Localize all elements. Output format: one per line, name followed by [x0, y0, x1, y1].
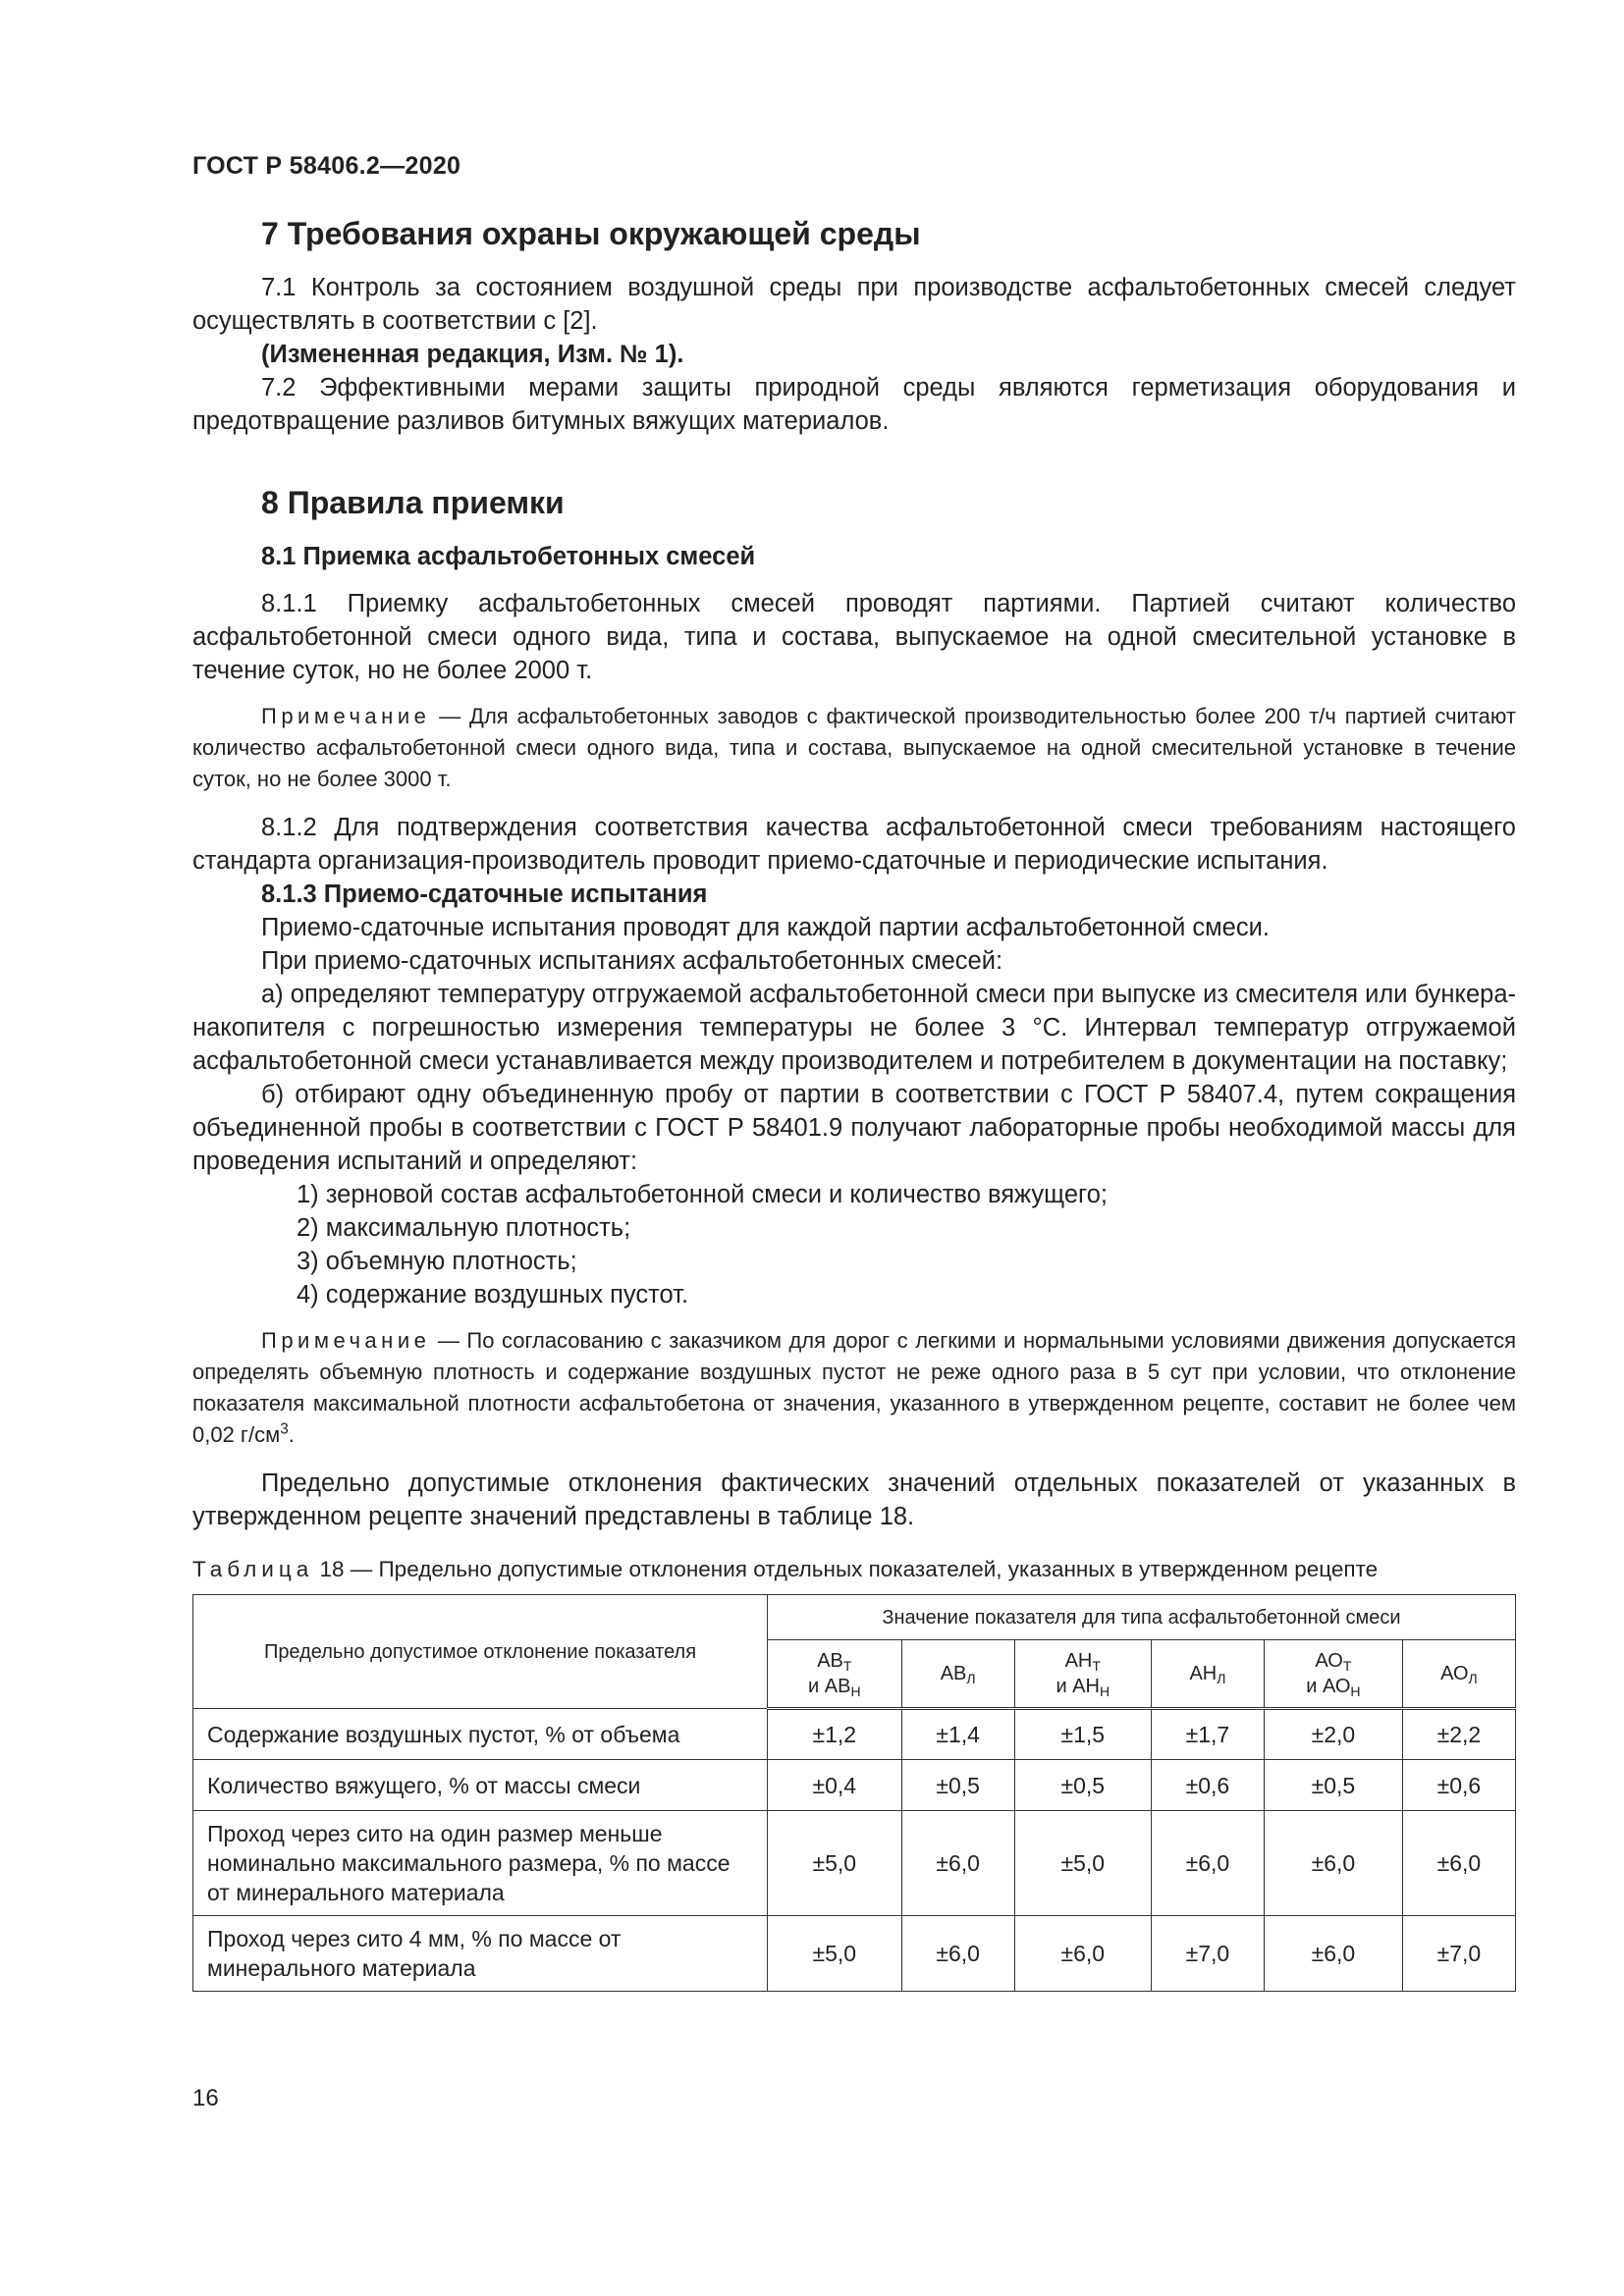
note-1-label: Примечание: [261, 704, 431, 728]
table-cell: ±6,0: [1264, 1811, 1402, 1916]
page-number: 16: [192, 2085, 219, 2111]
paragraph-7-1: 7.1 Контроль за состоянием воздушной среды при производстве асфальтобетонных смесей следует осуществлять в соответствии с [2].: [192, 274, 1516, 335]
subsection-8-1-title: 8.1 Приемка асфальтобетонных смесей: [261, 543, 756, 570]
table-caption-label: Таблица: [192, 1557, 314, 1581]
table-18: [192, 1594, 1516, 1992]
table-cell: ±6,0: [901, 1811, 1014, 1916]
note-2-end: .: [288, 1422, 295, 1447]
table-cell: ±1,4: [901, 1709, 1014, 1760]
table-cell: ±2,2: [1402, 1709, 1515, 1760]
table-cell: ±0,6: [1402, 1760, 1515, 1811]
table-cell: ±7,0: [1151, 1916, 1264, 1992]
table-cell: ±2,0: [1264, 1709, 1402, 1760]
table-cell: ±5,0: [768, 1811, 902, 1916]
table-cell: ±6,0: [1264, 1916, 1402, 1992]
row-label: Количество вяжущего, % от массы смеси: [193, 1760, 768, 1811]
paragraph-8-1-3-a: Приемо-сдаточные испытания проводят для каждой партии асфальтобетонной смеси.: [261, 914, 1270, 941]
paragraph-8-1-2: 8.1.2 Для подтверждения соответствия качества асфальтобетонной смеси требованиям настоящего стандарта организация-производитель проводит приемо-сдаточные и периодические испытания.: [192, 814, 1516, 875]
sub-list-item: 1) зерновой состав асфальтобетонной смеси и количество вяжущего;: [297, 1181, 1109, 1208]
amendment-note: (Измененная редакция, Изм. № 1).: [261, 341, 684, 368]
note-2-label: Примечание: [261, 1328, 431, 1353]
table-cell: ±6,0: [1402, 1811, 1515, 1916]
table-cell: ±1,5: [1014, 1709, 1151, 1760]
row-label: Проход через сито 4 мм, % по массе от минерального материала: [193, 1916, 768, 1992]
table-header-group: Значение показателя для типа асфальтобетонной смеси: [768, 1595, 1516, 1640]
table-header-type: $АН_Т$ и $АН_Н$: [1014, 1640, 1151, 1709]
table-cell: ±0,5: [1264, 1760, 1402, 1811]
table-header-type: $АО_Л$: [1402, 1640, 1515, 1709]
document-code: ГОСТ Р 58406.2—2020: [192, 152, 461, 180]
table-header-type: $АО_Т$ и $АО_Н$: [1264, 1640, 1402, 1709]
table-header-type: $АН_Л$: [1151, 1640, 1264, 1709]
table-cell: ±0,5: [901, 1760, 1014, 1811]
note-2-superscript: 3: [280, 1420, 289, 1438]
note-1-text: — Для асфальтобетонных заводов с фактической производительностью более 200 т/ч партией считают количество асфальтобетонной смеси одного вида, типа и состава, выпускаемое на одной смесительной установке в течение суток, но не более 3000 т.: [192, 704, 1516, 791]
row-label: Проход через сито на один размер меньше номинально максимального размера, % по массе от минерального материала: [193, 1811, 768, 1916]
note-2-text: — По согласованию с заказчиком для дорог с легкими и нормальными условиями движения допускается определять объемную плотность и содержание воздушных пустот не реже одного раза в 5 сут при условии, что отклонение показателя максимальной плотности асфальтобетона от значения, указанного в утвержденном рецепте, составит не более чем 0,02 г/см: [192, 1328, 1516, 1447]
table-row: [193, 1760, 1516, 1811]
table-cell: ±0,4: [768, 1760, 902, 1811]
table-row: [193, 1811, 1516, 1916]
table-cell: ±6,0: [1014, 1916, 1151, 1992]
list-item-a: а) определяют температуру отгружаемой асфальтобетонной смеси при выпуске из смесителя или бункера-накопителя с погрешностью измерения температуры не более 3 °С. Интервал температур отгружаемой асфальтобетонной смеси устанавливается между производителем и потребителем в документации на поставку;: [192, 981, 1516, 1075]
section-7-title: 7 Требования охраны окружающей среды: [261, 216, 921, 251]
table-header-type: $АВ_Т$ и $АВ_Н$: [768, 1640, 902, 1709]
table-cell: ±5,0: [1014, 1811, 1151, 1916]
table-row: [193, 1916, 1516, 1992]
table-18-caption: [192, 1555, 1516, 1584]
table-row: [193, 1709, 1516, 1760]
table-header-type: $АВ_Л$: [901, 1640, 1014, 1709]
row-label: Содержание воздушных пустот, % от объема: [193, 1709, 768, 1760]
sub-list-item: 4) содержание воздушных пустот.: [297, 1281, 689, 1308]
note-2: [192, 1325, 1516, 1451]
section-8-title: 8 Правила приемки: [261, 485, 565, 520]
table-cell: ±0,6: [1151, 1760, 1264, 1811]
paragraph-limits: Предельно допустимые отклонения фактических значений отдельных показателей от указанных в утвержденном рецепте значений представлены в таблице 18.: [192, 1469, 1516, 1530]
note-1: [192, 701, 1516, 795]
heading-8-1-3: 8.1.3 Приемо-сдаточные испытания: [261, 881, 708, 908]
table-caption-text: 18 — Предельно допустимые отклонения отдельных показателей, указанных в утвержденном рецепте: [313, 1557, 1379, 1581]
sub-list-item: 2) максимальную плотность;: [297, 1214, 631, 1242]
paragraph-7-2: 7.2 Эффективными мерами защиты природной среды являются герметизация оборудования и предотвращение разливов битумных вяжущих материалов.: [192, 374, 1516, 435]
table-cell: ±6,0: [1151, 1811, 1264, 1916]
table-cell: ±0,5: [1014, 1760, 1151, 1811]
table-cell: ±1,2: [768, 1709, 902, 1760]
table-cell: ±1,7: [1151, 1709, 1264, 1760]
page-content: [192, 214, 1516, 1992]
table-cell: ±7,0: [1402, 1916, 1515, 1992]
list-item-b: б) отбирают одну объединенную пробу от партии в соответствии с ГОСТ Р 58407.4, путем сокращения объединенной пробы в соответствии с ГОСТ Р 58401.9 получают лабораторные пробы необходимой массы для проведения испытаний и определяют:: [192, 1081, 1516, 1175]
table-cell: ±5,0: [768, 1916, 902, 1992]
paragraph-8-1-1: 8.1.1 Приемку асфальтобетонных смесей проводят партиями. Партией считают количество асфальтобетонной смеси одного вида, типа и состава, выпускаемое на одной смесительной установке в течение суток, но не более 2000 т.: [192, 590, 1516, 684]
table-header-param: Предельно допустимое отклонение показателя: [193, 1595, 768, 1709]
sub-list-item: 3) объемную плотность;: [297, 1248, 577, 1275]
table-cell: ±6,0: [901, 1916, 1014, 1992]
paragraph-8-1-3-b: При приемо-сдаточных испытаниях асфальтобетонных смесей:: [261, 947, 1003, 975]
